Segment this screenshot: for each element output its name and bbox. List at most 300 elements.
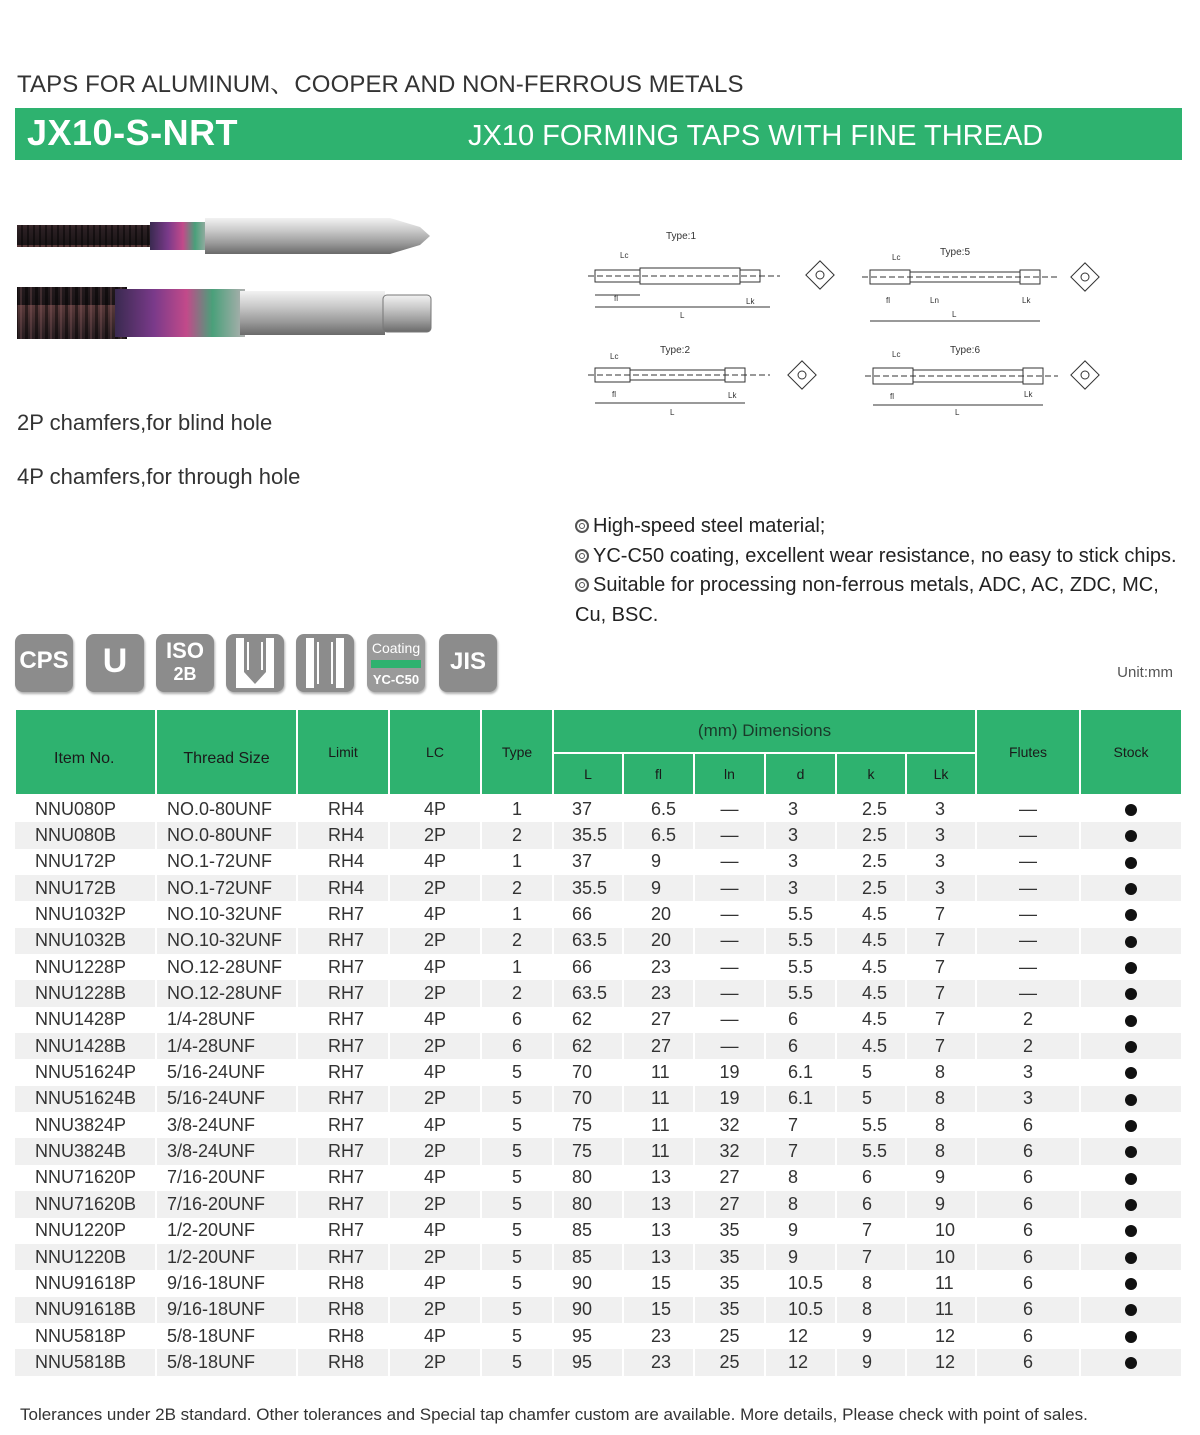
type-cell: 5 (481, 1059, 553, 1085)
item-no-cell: NNU71620P (15, 1165, 156, 1191)
length-cell: 90 (553, 1270, 623, 1296)
limit-cell: RH7 (297, 980, 389, 1006)
stock-cell (1080, 795, 1182, 822)
type-cell: 1 (481, 849, 553, 875)
lk-cell: 7 (906, 980, 976, 1006)
svg-text:Ln: Ln (930, 296, 939, 305)
thread-size-cell: NO.1-72UNF (156, 849, 297, 875)
d-cell: 7 (765, 1138, 836, 1164)
ln-cell: 25 (694, 1323, 765, 1349)
u-badge: U (86, 634, 144, 692)
k-cell: 2.5 (836, 822, 906, 848)
limit-cell: RH7 (297, 1112, 389, 1138)
item-no-cell: NNU1220P (15, 1218, 156, 1244)
length-cell: 70 (553, 1086, 623, 1112)
type-cell: 6 (481, 1007, 553, 1033)
lc-cell: 4P (389, 849, 481, 875)
k-cell: 4.5 (836, 901, 906, 927)
table-row (15, 822, 1182, 848)
lk-cell: 3 (906, 875, 976, 901)
svg-text:fl: fl (890, 392, 894, 401)
flutes-cell: — (976, 822, 1080, 848)
stock-cell (1080, 954, 1182, 980)
fl-cell: 23 (623, 954, 694, 980)
double-circle-bullet-icon (575, 519, 589, 533)
in-stock-dot-icon (1125, 1357, 1137, 1369)
lk-cell: 12 (906, 1349, 976, 1375)
svg-text:L: L (955, 408, 960, 417)
item-no-cell: NNU5818B (15, 1349, 156, 1375)
d-cell: 12 (765, 1349, 836, 1375)
limit-cell: RH8 (297, 1270, 389, 1296)
d-cell: 3 (765, 875, 836, 901)
type6-label: Type:6 (950, 345, 981, 356)
fl-cell: 27 (623, 1033, 694, 1059)
lk-cell: 8 (906, 1138, 976, 1164)
flutes-cell: — (976, 849, 1080, 875)
header-lk: Lk (906, 753, 976, 795)
in-stock-dot-icon (1125, 1146, 1137, 1158)
table-row (15, 901, 1182, 927)
flutes-cell: — (976, 980, 1080, 1006)
lc-cell: 2P (389, 875, 481, 901)
k-cell: 2.5 (836, 875, 906, 901)
feature-item: Suitable for processing non-ferrous metals, ADC, AC, ZDC, MC, Cu, BSC. (575, 574, 1159, 626)
d-cell: 6.1 (765, 1086, 836, 1112)
in-stock-dot-icon (1125, 1331, 1137, 1343)
type-cell: 5 (481, 1191, 553, 1217)
type-cell: 6 (481, 1033, 553, 1059)
ln-cell: 35 (694, 1270, 765, 1296)
lk-cell: 10 (906, 1244, 976, 1270)
item-no-cell: NNU3824B (15, 1138, 156, 1164)
type2-label: Type:2 (660, 345, 691, 356)
flutes-cell: 3 (976, 1059, 1080, 1085)
svg-text:Lk: Lk (728, 391, 737, 400)
type-cell: 1 (481, 954, 553, 980)
k-cell: 4.5 (836, 954, 906, 980)
length-cell: 80 (553, 1165, 623, 1191)
length-cell: 62 (553, 1007, 623, 1033)
jis-badge: JIS (439, 634, 497, 692)
d-cell: 3 (765, 795, 836, 822)
length-cell: 35.5 (553, 822, 623, 848)
item-no-cell: NNU91618B (15, 1297, 156, 1323)
coating-yc-c50-badge: Coating YC-C50 (367, 634, 425, 692)
limit-cell: RH7 (297, 1191, 389, 1217)
k-cell: 6 (836, 1165, 906, 1191)
ln-cell: — (694, 822, 765, 848)
fl-cell: 9 (623, 875, 694, 901)
type-cell: 5 (481, 1086, 553, 1112)
length-cell: 62 (553, 1033, 623, 1059)
blind-hole-icon (226, 634, 284, 692)
in-stock-dot-icon (1125, 962, 1137, 974)
thread-size-cell: 5/16-24UNF (156, 1059, 297, 1085)
k-cell: 9 (836, 1323, 906, 1349)
in-stock-dot-icon (1125, 1015, 1137, 1027)
length-cell: 66 (553, 901, 623, 927)
limit-cell: RH7 (297, 1033, 389, 1059)
fl-cell: 6.5 (623, 795, 694, 822)
limit-cell: RH7 (297, 1218, 389, 1244)
k-cell: 7 (836, 1244, 906, 1270)
length-cell: 70 (553, 1059, 623, 1085)
thread-size-cell: 3/8-24UNF (156, 1112, 297, 1138)
k-cell: 4.5 (836, 1033, 906, 1059)
thread-size-cell: 1/4-28UNF (156, 1033, 297, 1059)
k-cell: 5 (836, 1059, 906, 1085)
length-cell: 66 (553, 954, 623, 980)
table-row (15, 1349, 1182, 1375)
thread-size-cell: 9/16-18UNF (156, 1270, 297, 1296)
lk-cell: 7 (906, 1007, 976, 1033)
type-cell: 5 (481, 1218, 553, 1244)
header-item-no: Item No. (15, 709, 156, 795)
table-row (15, 795, 1182, 822)
svg-text:L: L (680, 311, 685, 320)
limit-cell: RH7 (297, 928, 389, 954)
d-cell: 8 (765, 1191, 836, 1217)
lk-cell: 7 (906, 954, 976, 980)
table-row (15, 1112, 1182, 1138)
in-stock-dot-icon (1125, 1278, 1137, 1290)
type1-diagram (588, 231, 834, 320)
length-cell: 75 (553, 1112, 623, 1138)
flutes-cell: 6 (976, 1112, 1080, 1138)
ln-cell: — (694, 849, 765, 875)
ln-cell: 35 (694, 1244, 765, 1270)
ln-cell: 19 (694, 1059, 765, 1085)
flutes-cell: — (976, 954, 1080, 980)
product-photo (15, 185, 435, 350)
product-subtitle: JX10 FORMING TAPS WITH FINE THREAD (468, 120, 1044, 152)
fl-cell: 15 (623, 1297, 694, 1323)
lk-cell: 7 (906, 928, 976, 954)
type6-diagram (865, 345, 1099, 417)
svg-text:Lk: Lk (1022, 296, 1031, 305)
header-dimensions: (mm) Dimensions (553, 709, 976, 753)
type-diagrams (580, 225, 1120, 425)
ln-cell: — (694, 980, 765, 1006)
lc-cell: 2P (389, 1086, 481, 1112)
header-flutes: Flutes (976, 709, 1080, 795)
lk-cell: 11 (906, 1270, 976, 1296)
lc-cell: 4P (389, 1165, 481, 1191)
type-cell: 5 (481, 1244, 553, 1270)
lk-cell: 3 (906, 822, 976, 848)
stock-cell (1080, 1191, 1182, 1217)
chamfer-note-through: 4P chamfers,for through hole (17, 464, 301, 489)
ln-cell: — (694, 928, 765, 954)
item-no-cell: NNU51624B (15, 1086, 156, 1112)
coating-bar (371, 660, 421, 668)
thread-size-cell: 5/8-18UNF (156, 1349, 297, 1375)
thread-size-cell: NO.12-28UNF (156, 980, 297, 1006)
ln-cell: 35 (694, 1297, 765, 1323)
d-cell: 3 (765, 849, 836, 875)
fl-cell: 13 (623, 1244, 694, 1270)
ln-cell: 19 (694, 1086, 765, 1112)
length-cell: 35.5 (553, 875, 623, 901)
in-stock-dot-icon (1125, 830, 1137, 842)
lc-cell: 4P (389, 1270, 481, 1296)
flutes-cell: — (976, 795, 1080, 822)
k-cell: 6 (836, 1191, 906, 1217)
k-cell: 9 (836, 1349, 906, 1375)
k-cell: 4.5 (836, 980, 906, 1006)
table-row (15, 849, 1182, 875)
ln-cell: 27 (694, 1165, 765, 1191)
fl-cell: 23 (623, 1323, 694, 1349)
limit-cell: RH4 (297, 822, 389, 848)
table-row (15, 980, 1182, 1006)
lk-cell: 7 (906, 1033, 976, 1059)
type5-label: Type:5 (940, 247, 971, 258)
thread-size-cell: 1/4-28UNF (156, 1007, 297, 1033)
in-stock-dot-icon (1125, 1173, 1137, 1185)
d-cell: 6.1 (765, 1059, 836, 1085)
fl-cell: 11 (623, 1138, 694, 1164)
limit-cell: RH8 (297, 1297, 389, 1323)
stock-cell (1080, 1244, 1182, 1270)
d-cell: 6 (765, 1033, 836, 1059)
type2-diagram (588, 345, 816, 417)
type-cell: 2 (481, 980, 553, 1006)
limit-cell: RH7 (297, 1244, 389, 1270)
lk-cell: 12 (906, 1323, 976, 1349)
lc-cell: 4P (389, 1323, 481, 1349)
d-cell: 8 (765, 1165, 836, 1191)
k-cell: 5.5 (836, 1138, 906, 1164)
k-cell: 2.5 (836, 795, 906, 822)
table-row (15, 875, 1182, 901)
length-cell: 95 (553, 1323, 623, 1349)
limit-cell: RH7 (297, 901, 389, 927)
ln-cell: — (694, 875, 765, 901)
category-heading: TAPS FOR ALUMINUM、COOPER AND NON-FERROUS METALS (17, 71, 744, 98)
lk-cell: 3 (906, 849, 976, 875)
k-cell: 4.5 (836, 1007, 906, 1033)
flutes-cell: 6 (976, 1270, 1080, 1296)
thread-size-cell: 1/2-20UNF (156, 1218, 297, 1244)
table-row (15, 1033, 1182, 1059)
item-no-cell: NNU91618P (15, 1270, 156, 1296)
lc-cell: 4P (389, 1218, 481, 1244)
k-cell: 2.5 (836, 849, 906, 875)
type-cell: 5 (481, 1270, 553, 1296)
unit-label: Unit:mm (1117, 664, 1173, 681)
limit-cell: RH7 (297, 1086, 389, 1112)
fl-cell: 23 (623, 1349, 694, 1375)
type-cell: 2 (481, 928, 553, 954)
table-row (15, 1244, 1182, 1270)
flutes-cell: 2 (976, 1033, 1080, 1059)
stock-cell (1080, 1323, 1182, 1349)
d-cell: 9 (765, 1244, 836, 1270)
limit-cell: RH4 (297, 795, 389, 822)
type-cell: 5 (481, 1297, 553, 1323)
limit-cell: RH7 (297, 954, 389, 980)
lc-cell: 4P (389, 901, 481, 927)
length-cell: 63.5 (553, 980, 623, 1006)
limit-cell: RH8 (297, 1349, 389, 1375)
table-row (15, 1191, 1182, 1217)
table-row (15, 1218, 1182, 1244)
ln-cell: — (694, 1007, 765, 1033)
stock-cell (1080, 1033, 1182, 1059)
type-cell: 2 (481, 875, 553, 901)
limit-cell: RH4 (297, 849, 389, 875)
thread-size-cell: NO.12-28UNF (156, 954, 297, 980)
cps-badge: CPS (15, 634, 73, 692)
ln-cell: 35 (694, 1218, 765, 1244)
ln-cell: 32 (694, 1112, 765, 1138)
type-cell: 2 (481, 822, 553, 848)
ln-cell: — (694, 901, 765, 927)
header-limit: Limit (297, 709, 389, 795)
d-cell: 5.5 (765, 928, 836, 954)
stock-cell (1080, 901, 1182, 927)
in-stock-dot-icon (1125, 1120, 1137, 1132)
in-stock-dot-icon (1125, 1094, 1137, 1106)
model-code: JX10-S-NRT (27, 112, 239, 153)
table-row (15, 1059, 1182, 1085)
fl-cell: 11 (623, 1086, 694, 1112)
title-banner (15, 108, 1182, 160)
flutes-cell: 3 (976, 1086, 1080, 1112)
lc-cell: 4P (389, 795, 481, 822)
length-cell: 63.5 (553, 928, 623, 954)
lc-cell: 2P (389, 822, 481, 848)
feature-item: High-speed steel material; (575, 512, 1185, 542)
stock-cell (1080, 1086, 1182, 1112)
limit-cell: RH7 (297, 1007, 389, 1033)
ln-cell: — (694, 954, 765, 980)
type-cell: 5 (481, 1138, 553, 1164)
k-cell: 8 (836, 1297, 906, 1323)
lc-cell: 2P (389, 1349, 481, 1375)
in-stock-dot-icon (1125, 1304, 1137, 1316)
lc-cell: 2P (389, 1033, 481, 1059)
header-thread-size: Thread Size (156, 709, 297, 795)
type-cell: 1 (481, 901, 553, 927)
d-cell: 12 (765, 1323, 836, 1349)
svg-text:Lc: Lc (610, 352, 619, 361)
item-no-cell: NNU172P (15, 849, 156, 875)
thread-size-cell: 3/8-24UNF (156, 1138, 297, 1164)
lc-cell: 2P (389, 980, 481, 1006)
flutes-cell: 6 (976, 1138, 1080, 1164)
in-stock-dot-icon (1125, 1252, 1137, 1264)
svg-text:fl: fl (612, 390, 616, 399)
lk-cell: 9 (906, 1165, 976, 1191)
item-no-cell: NNU1032P (15, 901, 156, 927)
ln-cell: 32 (694, 1138, 765, 1164)
lc-cell: 2P (389, 1191, 481, 1217)
length-cell: 80 (553, 1191, 623, 1217)
d-cell: 10.5 (765, 1270, 836, 1296)
lc-cell: 4P (389, 1007, 481, 1033)
svg-text:Lc: Lc (892, 350, 901, 359)
length-cell: 95 (553, 1349, 623, 1375)
svg-text:L: L (670, 408, 675, 417)
table-row (15, 1323, 1182, 1349)
lk-cell: 8 (906, 1086, 976, 1112)
lk-cell: 7 (906, 901, 976, 927)
fl-cell: 11 (623, 1059, 694, 1085)
flutes-cell: — (976, 928, 1080, 954)
header-L: L (553, 753, 623, 795)
lk-cell: 3 (906, 795, 976, 822)
stock-cell (1080, 849, 1182, 875)
type5-diagram (862, 247, 1099, 321)
lk-cell: 8 (906, 1112, 976, 1138)
header-fl: fl (623, 753, 694, 795)
in-stock-dot-icon (1125, 909, 1137, 921)
table-row (15, 1270, 1182, 1296)
spec-table (14, 708, 1183, 1376)
header-lc: LC (389, 709, 481, 795)
d-cell: 6 (765, 1007, 836, 1033)
d-cell: 7 (765, 1112, 836, 1138)
stock-cell (1080, 1270, 1182, 1296)
thread-size-cell: 7/16-20UNF (156, 1165, 297, 1191)
item-no-cell: NNU71620B (15, 1191, 156, 1217)
flutes-cell: 6 (976, 1244, 1080, 1270)
fl-cell: 15 (623, 1270, 694, 1296)
ln-cell: — (694, 795, 765, 822)
thread-size-cell: 1/2-20UNF (156, 1244, 297, 1270)
length-cell: 37 (553, 849, 623, 875)
flutes-cell: — (976, 875, 1080, 901)
flutes-cell: 6 (976, 1165, 1080, 1191)
in-stock-dot-icon (1125, 883, 1137, 895)
table-row (15, 954, 1182, 980)
in-stock-dot-icon (1125, 988, 1137, 1000)
double-circle-bullet-icon (575, 549, 589, 563)
k-cell: 7 (836, 1218, 906, 1244)
iso-2b-badge: ISO 2B (156, 634, 214, 692)
flutes-cell: 6 (976, 1297, 1080, 1323)
length-cell: 75 (553, 1138, 623, 1164)
lc-cell: 4P (389, 1059, 481, 1085)
thread-size-cell: NO.1-72UNF (156, 875, 297, 901)
item-no-cell: NNU1428B (15, 1033, 156, 1059)
lk-cell: 8 (906, 1059, 976, 1085)
type-cell: 5 (481, 1323, 553, 1349)
k-cell: 5.5 (836, 1112, 906, 1138)
item-no-cell: NNU5818P (15, 1323, 156, 1349)
limit-cell: RH7 (297, 1059, 389, 1085)
type-cell: 5 (481, 1112, 553, 1138)
svg-text:L: L (952, 310, 957, 319)
header-k: k (836, 753, 906, 795)
fl-cell: 23 (623, 980, 694, 1006)
table-row (15, 1297, 1182, 1323)
lc-cell: 4P (389, 1112, 481, 1138)
thread-size-cell: 5/16-24UNF (156, 1086, 297, 1112)
fl-cell: 11 (623, 1112, 694, 1138)
d-cell: 9 (765, 1218, 836, 1244)
flutes-cell: 2 (976, 1007, 1080, 1033)
item-no-cell: NNU3824P (15, 1112, 156, 1138)
lc-cell: 2P (389, 1244, 481, 1270)
svg-text:fl: fl (886, 296, 890, 305)
lk-cell: 11 (906, 1297, 976, 1323)
flutes-cell: 6 (976, 1218, 1080, 1244)
in-stock-dot-icon (1125, 857, 1137, 869)
